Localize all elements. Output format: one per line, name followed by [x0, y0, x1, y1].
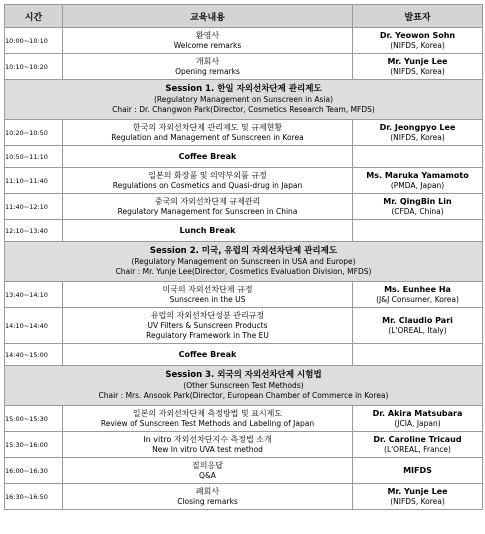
empty-speaker-cell	[353, 344, 483, 366]
table-row	[5, 282, 483, 308]
program-cell	[63, 54, 353, 80]
speaker-name: Ms. Maruka Yamamoto	[366, 170, 469, 180]
speaker-affiliation: (L'OREAL, France)	[384, 444, 451, 454]
program-title-ko: In vitro 자외선차단지수 측정법 소개	[143, 434, 272, 444]
speaker-affiliation: (CFDA, China)	[391, 206, 444, 216]
speaker-name: Mr. Yunje Lee	[387, 56, 448, 66]
program-cell	[63, 168, 353, 194]
program-cell	[63, 28, 353, 54]
time-cell: 10:20~10:50	[5, 120, 63, 146]
program-cell	[63, 120, 353, 146]
speaker-cell	[353, 168, 483, 194]
program-title-ko: 한국의 자외선차단제 관리제도 및 규제현황	[132, 122, 283, 132]
speaker-cell	[353, 54, 483, 80]
session-chair: Chair : Dr. Changwon Park(Director, Cosmetics Research Team, MFDS)	[112, 105, 375, 114]
session-cell	[5, 242, 483, 282]
empty-speaker-cell	[353, 146, 483, 168]
program-title-en: Review of Sunscreen Test Methods and Labeling of Japan	[100, 418, 315, 428]
program-title-en: Regulatory Management for Sunscreen in China	[117, 206, 298, 216]
table-row	[5, 308, 483, 344]
table-row	[5, 146, 483, 168]
table-row	[5, 168, 483, 194]
time-cell: 10:10~10:20	[5, 54, 63, 80]
program-title-ko: 개회사	[195, 56, 220, 66]
program-title-en: Closing remarks	[177, 496, 238, 506]
program-title-ko: 일본의 자외선차단제 측정방법 및 표시제도	[132, 408, 283, 418]
time-cell: 11:10~11:40	[5, 168, 63, 194]
speaker-affiliation: (JCIA, Japan)	[394, 418, 441, 428]
speaker-name: Dr. Akira Matsubara	[372, 408, 463, 418]
program-title-ko: 유럽의 자외선차단성분 관리규정	[150, 310, 265, 320]
program-title-ko: 일본의 화장품 및 의약부외품 규정	[148, 170, 267, 180]
time-cell: 10:00~10:10	[5, 28, 63, 54]
header-speaker: 발표자	[353, 5, 483, 28]
time-cell: 15:30~16:00	[5, 432, 63, 458]
program-cell	[63, 432, 353, 458]
session-chair: Chair : Mr. Yunje Lee(Director, Cosmetics Evaluation Division, MFDS)	[115, 267, 372, 276]
break-label: Lunch Break	[63, 220, 353, 242]
program-cell	[63, 484, 353, 510]
session-chair: Chair : Mrs. Ansook Park(Director, European Chamber of Commerce in Korea)	[98, 391, 389, 400]
program-title-en: UV Filters & Sunscreen Products	[147, 320, 268, 330]
speaker-affiliation: (J&J Consumer, Korea)	[376, 294, 459, 304]
session-subtitle: (Other Sunscreen Test Methods)	[183, 381, 304, 390]
program-title-en: Regulation and Management of Sunscreen in Korea	[111, 132, 304, 142]
speaker-name: Mr. Claudio Pari	[382, 315, 453, 325]
table-row	[5, 120, 483, 146]
break-label: Coffee Break	[63, 146, 353, 168]
time-cell: 10:50~11:10	[5, 146, 63, 168]
speaker-cell	[353, 406, 483, 432]
speaker-cell	[353, 458, 483, 484]
speaker-affiliation: (NIFDS, Korea)	[390, 132, 445, 142]
program-cell	[63, 458, 353, 484]
table-row	[5, 28, 483, 54]
program-title-en: Sunscreen in the US	[169, 294, 246, 304]
speaker-name: Mr. Yunje Lee	[387, 486, 448, 496]
program-schedule	[4, 4, 482, 510]
time-cell: 11:40~12:10	[5, 194, 63, 220]
table-row	[5, 458, 483, 484]
speaker-affiliation: (NIFDS, Korea)	[390, 66, 445, 76]
table-row	[5, 406, 483, 432]
time-cell: 14:40~15:00	[5, 344, 63, 366]
session-title: Session 1. 한일 자외선차단제 관리제도	[165, 84, 322, 94]
table-row	[5, 194, 483, 220]
speaker-name: Dr. Yeowon Sohn	[379, 30, 456, 40]
time-cell: 15:00~15:30	[5, 406, 63, 432]
session-subtitle: (Regulatory Management on Sunscreen in Asia)	[153, 95, 333, 104]
session-cell	[5, 80, 483, 120]
table-row	[5, 344, 483, 366]
speaker-cell	[353, 120, 483, 146]
speaker-affiliation: (PMDA, Japan)	[390, 180, 445, 190]
program-title-en: Regulations on Cosmetics and Quasi-drug in Japan	[112, 180, 303, 190]
speaker-affiliation: (NIFDS, Korea)	[390, 496, 445, 506]
speaker-cell	[353, 484, 483, 510]
speaker-cell	[353, 432, 483, 458]
time-cell: 13:40~14:10	[5, 282, 63, 308]
program-cell	[63, 194, 353, 220]
header-program: 교육내용	[63, 5, 353, 28]
session-cell	[5, 366, 483, 406]
time-cell: 16:30~16:50	[5, 484, 63, 510]
speaker-cell	[353, 282, 483, 308]
program-title-en: Welcome remarks	[173, 40, 242, 50]
program-cell	[63, 282, 353, 308]
program-cell	[63, 406, 353, 432]
speaker-cell	[353, 308, 483, 344]
session-title: Session 2. 미국, 유럽의 자외선차단제 관리제도	[149, 246, 338, 256]
session-subtitle: (Regulatory Management on Sunscreen in USA and Europe)	[131, 257, 356, 266]
program-title-en: Q&A	[199, 470, 216, 480]
program-cell	[63, 308, 353, 344]
speaker-name: Ms. Eunhee Ha	[384, 284, 451, 294]
program-title-ko: 미국의 자외선차단제 규정	[162, 284, 253, 294]
speaker-name: Mr. QingBin Lin	[383, 196, 452, 206]
session-row	[5, 242, 483, 282]
header-row	[5, 5, 483, 28]
table-row	[5, 220, 483, 242]
session-row	[5, 80, 483, 120]
speaker-affiliation: (L'OREAL, Italy)	[388, 325, 447, 335]
session-title: Session 3. 외국의 자외선차단제 시험법	[165, 370, 322, 380]
speaker-cell	[353, 28, 483, 54]
program-title-ko: 폐회사	[195, 486, 220, 496]
table-row	[5, 54, 483, 80]
program-title-ko: 질의응답	[192, 460, 223, 470]
program-title-ko: 중국의 자외선차단제 규제관리	[154, 196, 261, 206]
program-title-en: Opening remarks	[175, 66, 240, 76]
speaker-name: Dr. Caroline Tricaud	[373, 434, 462, 444]
speaker-cell	[353, 194, 483, 220]
program-title-ko: 환영사	[195, 30, 220, 40]
break-label: Coffee Break	[63, 344, 353, 366]
time-cell: 14:10~14:40	[5, 308, 63, 344]
speaker-name: Dr. Jeongpyo Lee	[379, 122, 456, 132]
time-cell: 12:10~13:40	[5, 220, 63, 242]
time-cell: 16:00~16:30	[5, 458, 63, 484]
table-row	[5, 432, 483, 458]
speaker-name: MIFDS	[403, 465, 432, 475]
session-row	[5, 366, 483, 406]
table-row	[5, 484, 483, 510]
program-title-en: New In vitro UVA test method	[152, 444, 263, 454]
schedule-table	[4, 4, 483, 510]
program-title-en-2: Regulatory Framework in The EU	[146, 330, 269, 340]
speaker-affiliation: (NIFDS, Korea)	[390, 40, 445, 50]
empty-speaker-cell	[353, 220, 483, 242]
header-time: 시간	[5, 5, 63, 28]
